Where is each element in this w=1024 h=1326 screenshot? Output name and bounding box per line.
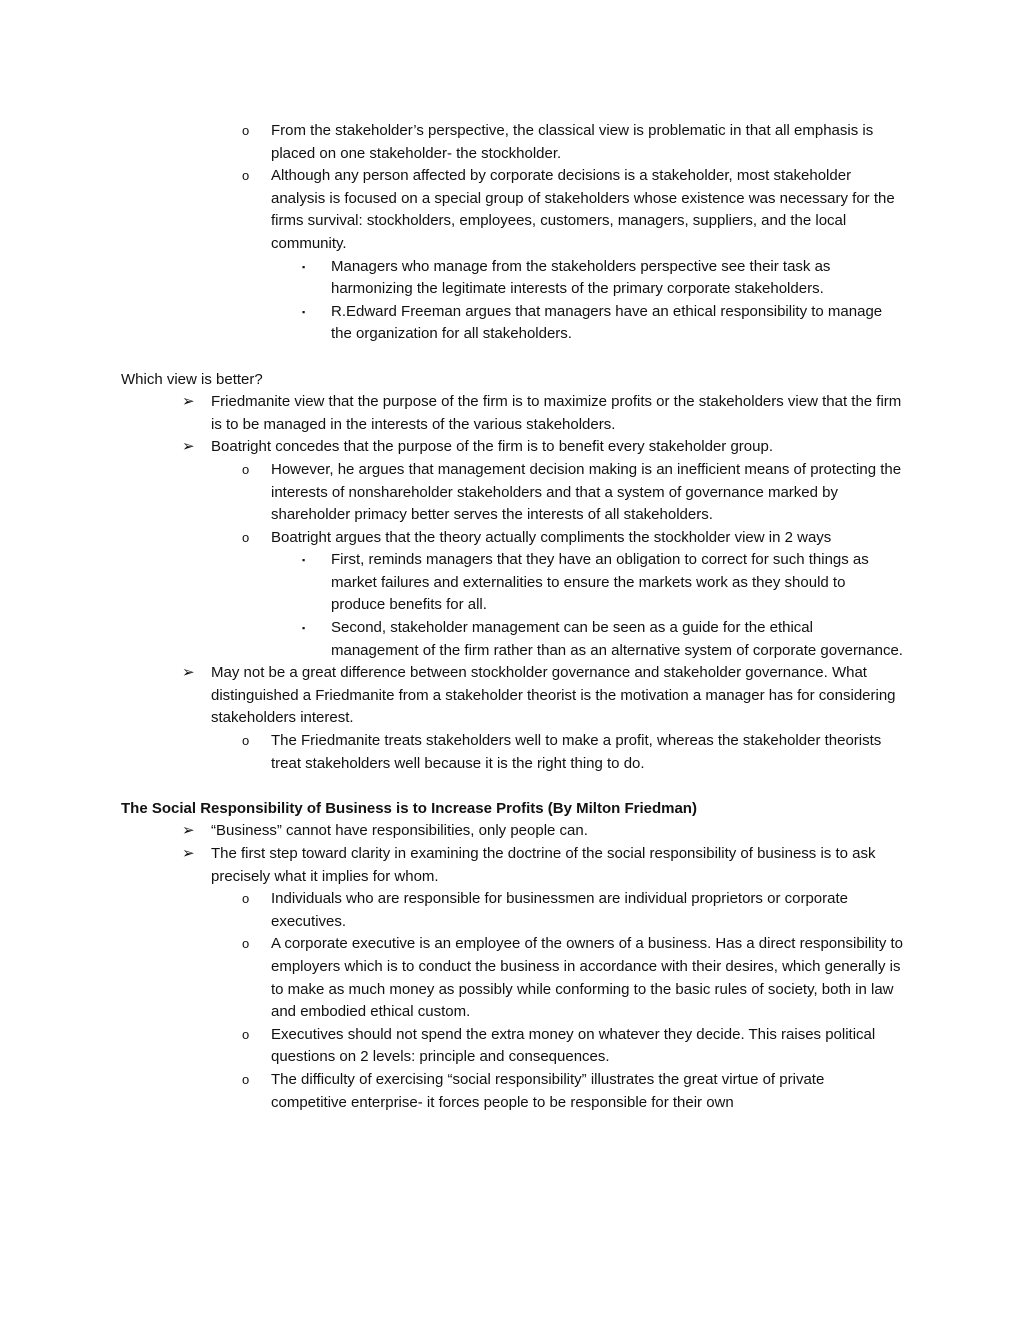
list-item	[182, 662, 903, 730]
list-item	[242, 459, 903, 527]
document-page	[0, 120, 1024, 1114]
list-item-text: Managers who manage from the stakeholders perspective see their task as harmonizing the legitimate interests of the primary corporate stakeholders.	[331, 257, 831, 298]
list-item-text: Individuals who are responsible for businessmen are individual proprietors or corporate executives.	[271, 890, 848, 930]
square-bullet-icon: ▪	[302, 261, 306, 272]
square-bullet-icon: ▪	[302, 555, 306, 566]
list-item-text: The first step toward clarity in examining the doctrine of the social responsibility of business is to ask precisely what it implies for whom.	[211, 845, 876, 885]
list-item-text: Which view is better?	[121, 370, 263, 388]
list-item	[242, 1069, 903, 1114]
list-item-text: The Friedmanite treats stakeholders well to make a profit, whereas the stakeholder theorists treat stakeholders well because it is the right thing to do.	[271, 732, 882, 772]
list-item	[182, 391, 903, 436]
square-bullet-icon: ▪	[302, 623, 306, 634]
list-item	[242, 165, 903, 255]
list-item-text: “Business” cannot have responsibilities, only people can.	[211, 822, 588, 840]
list-item-text: Friedmanite view that the purpose of the firm is to maximize profits or the stakeholders view that the firm is to be managed in the interests of the various stakeholders.	[211, 393, 902, 433]
list-item-text: From the stakeholder’s perspective, the classical view is problematic in that all emphasis is placed on one stakeholder- the stockholder.	[271, 122, 874, 162]
arrow-bullet-icon: ➢	[182, 845, 195, 862]
list-item	[242, 888, 903, 933]
square-bullet-icon: ▪	[302, 306, 306, 317]
list-item	[182, 820, 903, 843]
list-item-text: May not be a great difference between stockholder governance and stakeholder governance. What distinguished a Friedmanite from a stakeholder theorist is the motivation a manager has for considering stakeholders interest.	[211, 664, 896, 727]
list-item	[242, 527, 903, 550]
list-item-text: First, reminds managers that they have an obligation to correct for such things as market failures and externalities to ensure the markets work as they should to produce benefits for all.	[331, 551, 869, 614]
circle-bullet-icon: o	[242, 733, 250, 749]
list-item-text: However, he argues that management decision making is an inefficient means of protecting the interests of nonshareholder stakeholders and that a system of governance marked by shareholder primacy better serves the interests of all stakeholders.	[271, 460, 902, 524]
circle-bullet-icon: o	[242, 168, 250, 184]
list-item-text: Boatright argues that the theory actually compliments the stockholder view in 2 ways	[271, 528, 832, 546]
list-item	[182, 436, 903, 459]
list-item-text: Although any person affected by corporate decisions is a stakeholder, most stakeholder analysis is focused on a special group of stakeholders whose existence was necessary for the firms survival: stockholders, employees, customers, managers, suppliers, and the local community.	[271, 167, 895, 252]
circle-bullet-icon: o	[242, 461, 250, 477]
list-item	[242, 730, 903, 775]
section-heading	[121, 798, 911, 821]
list-item	[182, 843, 903, 888]
list-item	[302, 301, 903, 346]
list-item-text: Executives should not spend the extra money on whatever they decide. This raises political questions on 2 levels: principle and consequences.	[271, 1025, 876, 1066]
list-item-text: The Social Responsibility of Business is to Increase Profits (By Milton Friedman)	[121, 799, 697, 817]
list-item	[302, 617, 903, 662]
circle-bullet-icon: o	[242, 1026, 250, 1042]
list-item	[302, 549, 903, 617]
list-item-text: Second, stakeholder management can be seen as a guide for the ethical management of the firm rather than as an alternative system of corporate governance.	[331, 619, 903, 659]
arrow-bullet-icon: ➢	[182, 664, 195, 682]
list-item-text: The difficulty of exercising “social responsibility” illustrates the great virtue of private competitive enterprise- it forces people to be responsible for their own	[271, 1070, 825, 1111]
arrow-bullet-icon: ➢	[182, 822, 195, 840]
blank-line	[0, 346, 1024, 369]
list-item	[242, 933, 903, 1023]
circle-bullet-icon: o	[242, 936, 250, 952]
circle-bullet-icon: o	[242, 529, 250, 545]
list-item-text: Boatright concedes that the purpose of the firm is to benefit every stakeholder group.	[211, 438, 773, 456]
list-item	[302, 256, 903, 301]
list-item	[242, 120, 903, 165]
blank-line	[0, 775, 1024, 798]
list-item-text: R.Edward Freeman argues that managers have an ethical responsibility to manage the organization for all stakeholders.	[331, 302, 883, 343]
arrow-bullet-icon: ➢	[182, 438, 195, 456]
circle-bullet-icon: o	[242, 891, 250, 907]
section-label	[121, 369, 911, 392]
circle-bullet-icon: o	[242, 1071, 250, 1087]
circle-bullet-icon: o	[242, 123, 250, 138]
arrow-bullet-icon: ➢	[182, 393, 195, 411]
list-item-text: A corporate executive is an employee of the owners of a business. Has a direct responsibility to employers which is to conduct the business in accordance with their desires, which generally is to make as much money as possibly while conforming to the basic rules of society, both in law and embodied ethical custom.	[271, 935, 903, 1021]
list-item	[242, 1024, 903, 1069]
